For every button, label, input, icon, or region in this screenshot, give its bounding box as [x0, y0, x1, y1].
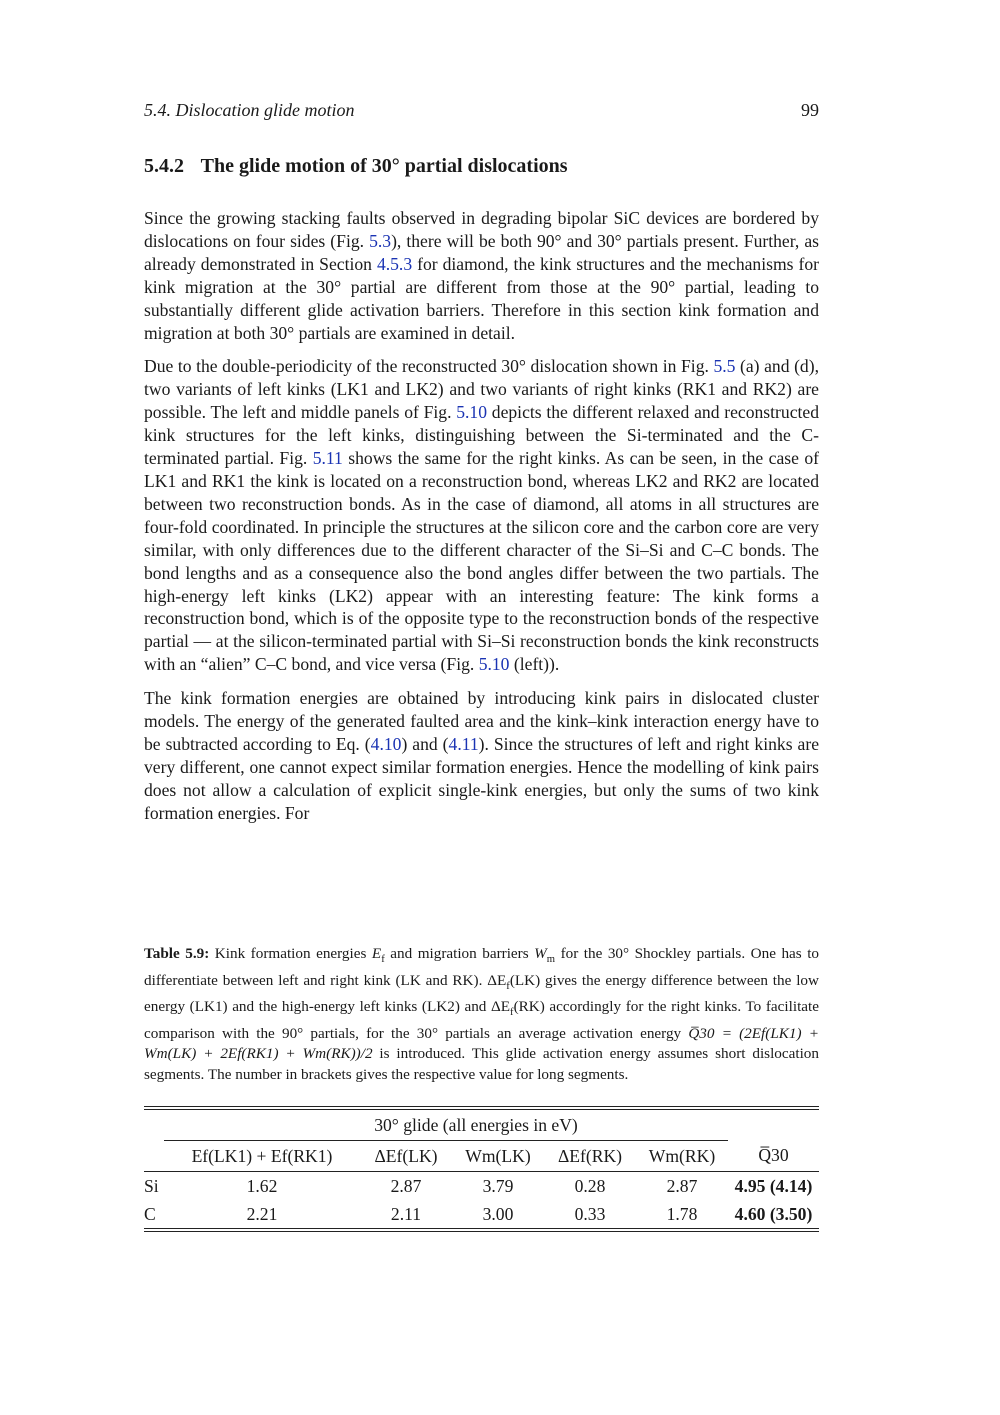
figure-link[interactable]: 5.10 — [456, 402, 488, 423]
col-header: ΔEf(RK) — [544, 1141, 636, 1172]
figure-link[interactable]: 5.10 — [478, 654, 510, 675]
caption-formula: Q̅30 = (2Ef(LK1) + Wm(LK) + 2Ef(RK1) + Wm(RK))/2 — [144, 1024, 819, 1063]
col-header: Wm(RK) — [636, 1141, 728, 1172]
table-row — [144, 1200, 819, 1228]
table-cell: 3.79 — [482, 1175, 514, 1196]
table-header-row — [144, 1141, 819, 1172]
paragraph-1: Since the growing stacking faults observed in degrading bipolar SiC devices are bordered by dislocations on four sides (Fig. 5.3), there will be both 90° and 30° partials present. Further, as already demonstrated in Section 4.5.3 for diamond, the kink structures and the mechanisms for kink migration at the 30° partial are different from those at the 90° partial, leading to substantially different glide activation barriers. Therefore in this section kink formation and migration at both 30° partials are examined in detail. — [144, 208, 819, 343]
table-cell: 1.62 — [246, 1175, 278, 1196]
col-header: Ef(LK1) + Ef(RK1) — [164, 1141, 360, 1172]
table-bottom-rule — [144, 1228, 819, 1232]
table-cell: 3.00 — [482, 1203, 514, 1224]
figure-link[interactable]: 5.3 — [369, 230, 392, 251]
row-label: Si — [144, 1175, 159, 1196]
col-header: Q̅30 — [728, 1141, 819, 1172]
section-title: The glide motion of 30° partial dislocations — [200, 155, 568, 177]
table-group-header — [144, 1110, 819, 1141]
equation-link[interactable]: 4.11 — [448, 733, 479, 754]
figure-link[interactable]: 5.5 — [713, 356, 736, 377]
running-head — [144, 100, 819, 121]
table-cell: 2.87 — [666, 1175, 698, 1196]
table-cell: 2.11 — [390, 1203, 422, 1224]
table-cell: 2.87 — [390, 1175, 422, 1196]
table-caption: Table 5.9: Kink formation energies $E_f$ and migration barriers $W_m$ for the 30° Shockley partials. One has to differentiate between left and right kink (LK and RK). $\Delta E_f(LK)$ gives the energy difference between the low energy (LK1) and the high-energy left kinks (LK2) and $\Delta E_f(RK)$ accordingly for the right kinks. To facilitate comparison with the 90° partials, for the 30° partials an average activation energy Q̅30 = (2Ef(LK1) + Wm(LK) + 2Ef(RK1) + Wm(RK))/2 is introduced. This glide activation energy assumes short dislocation segments. The number in brackets gives the respective value for long segments. — [144, 945, 820, 1084]
row-label: C — [144, 1203, 156, 1224]
running-title: 5.4. Dislocation glide motion — [144, 100, 355, 120]
col-header: ΔEf(LK) — [360, 1141, 452, 1172]
caption-label: Table 5.9: — [144, 945, 210, 962]
paragraph-3: The kink formation energies are obtained by introducing kink pairs in dislocated cluster models. The energy of the generated faulted area and the kink–kink interaction energy have to be subtracted according to Eq. (4.10) and (4.11). Since the structures of left and right kinks are very different, one cannot expect similar formation energies. Hence the modelling of kink pairs does not allow a calculation of explicit single-kink energies, but only the sums of two kink formation energies. For — [144, 688, 819, 823]
table-cell: 0.33 — [574, 1203, 606, 1224]
table-row — [144, 1172, 819, 1201]
section-number: 5.4.2 — [144, 155, 184, 177]
group-header: 30° glide (all energies in eV) — [164, 1110, 728, 1141]
table-cell: 2.21 — [246, 1203, 278, 1224]
table-cell: 4.95 (4.14) — [734, 1175, 813, 1196]
section-link[interactable]: 4.5.3 — [376, 253, 413, 274]
equation-link[interactable]: 4.10 — [370, 733, 402, 754]
table-cell: 1.78 — [666, 1203, 698, 1224]
table-cell: 0.28 — [574, 1175, 606, 1196]
col-header: Wm(LK) — [452, 1141, 544, 1172]
paragraph-2: Due to the double-periodicity of the reconstructed 30° dislocation shown in Fig. 5.5 (a) and (d), two variants of left kinks (LK1 and LK2) and two variants of right kinks (RK1 and RK2) are possible. The left and middle panels of Fig. 5.10 depicts the different relaxed and reconstructed kink structures for the left kinks, distinguishing between the Si-terminated and the C-terminated partial. Fig. 5.11 shows the same for the right kinks. As can be seen, in the case of LK1 and RK1 the kink is located on a reconstruction bond, whereas LK2 and RK2 are located between two reconstruction bonds. As in the case of diamond, all atoms in all structures are four-fold coordinated. In principle the structures at the silicon core and the carbon core are very similar, with only differences due to the different character of the Si–Si and C–C bonds. The bond lengths and as a consequence also the bond angles differ between the two partials. The high-energy left kinks (LK2) appear with an interesting feature: The kink forms a reconstruction bond, which is of the opposite type to the reconstruction bonds of the respective partial — at the silicon-terminated partial with Si–Si reconstruction bonds the kink reconstructs with an “alien” C–C bond, and vice versa (Fig. 5.10 (left)). — [144, 356, 819, 675]
figure-link[interactable]: 5.11 — [312, 448, 343, 469]
section-heading — [144, 155, 568, 178]
table-cell: 4.60 (3.50) — [734, 1203, 813, 1224]
page-number: 99 — [801, 100, 819, 120]
energy-table — [144, 1106, 819, 1232]
body-text — [144, 207, 819, 836]
